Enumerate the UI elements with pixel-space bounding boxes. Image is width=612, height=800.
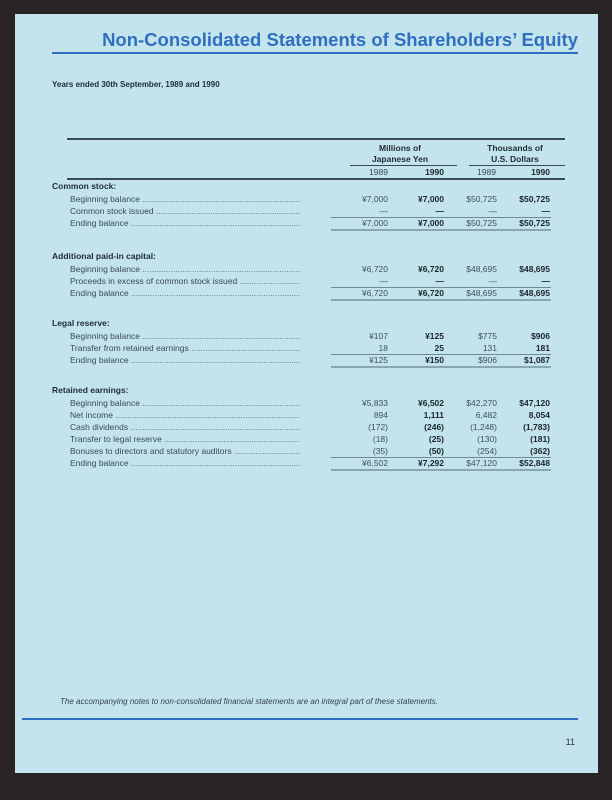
cell-value: 894 <box>373 410 388 420</box>
row-label-text: Transfer to legal reserve <box>70 434 162 444</box>
cell-value: — <box>379 206 388 216</box>
cell-value: ¥7,000 <box>418 194 444 204</box>
cell-value: ¥6,502 <box>418 398 444 408</box>
row-label-text: Transfer from retained earnings <box>70 343 189 353</box>
subtotal-rule <box>331 457 389 458</box>
subtotal-rule <box>493 217 551 218</box>
total-rule <box>493 469 551 471</box>
cell-value: (50) <box>428 446 444 456</box>
cell-value: — <box>435 276 444 286</box>
cell-value: — <box>541 206 550 216</box>
total-rule <box>493 299 551 301</box>
total-rule <box>387 469 445 471</box>
cell-value: 181 <box>535 343 550 353</box>
usd-column-header <box>465 143 565 164</box>
cell-value: ¥7,000 <box>418 218 444 228</box>
row-label-text: Ending balance <box>70 218 129 228</box>
cell-value: ¥150 <box>425 355 444 365</box>
cell-value: (35) <box>372 446 388 456</box>
total-rule <box>440 229 498 231</box>
row-label <box>70 331 300 343</box>
total-rule <box>493 366 551 368</box>
total-rule <box>387 229 445 231</box>
cell-value: (130) <box>477 434 497 444</box>
footnote: The accompanying notes to non-consolidated financial statements are an integral part of these statements. <box>60 697 438 706</box>
footer-rule <box>22 718 578 720</box>
cell-value: (1,783) <box>523 422 550 432</box>
cell-value: (1,248) <box>470 422 497 432</box>
usd-header-line-2: U.S. Dollars <box>491 153 539 164</box>
cell-value: $1,087 <box>524 355 550 365</box>
row-label <box>70 276 300 288</box>
row-label-text: Proceeds in excess of common stock issued <box>70 276 238 286</box>
row-label-text: Net income <box>70 410 113 420</box>
cell-value: 25 <box>434 343 444 353</box>
row-label-text: Beginning balance <box>70 194 140 204</box>
cell-value: (254) <box>477 446 497 456</box>
cell-value: ¥125 <box>425 331 444 341</box>
cell-value: ¥6,720 <box>418 264 444 274</box>
row-label-text: Beginning balance <box>70 331 140 341</box>
row-label-text: Common stock issued <box>70 206 154 216</box>
year-yen-1990: 1990 <box>425 167 444 177</box>
row-label <box>70 218 300 230</box>
cell-value: $775 <box>478 331 497 341</box>
cell-value: (172) <box>368 422 388 432</box>
cell-value: $50,725 <box>466 218 497 228</box>
total-rule <box>440 299 498 301</box>
page-title: Non-Consolidated Statements of Shareholders’ Equity <box>102 29 578 50</box>
total-rule <box>440 469 498 471</box>
section-heading: Retained earnings: <box>52 385 129 395</box>
total-rule <box>387 299 445 301</box>
table-top-rule <box>67 138 565 140</box>
row-label-text: Beginning balance <box>70 398 140 408</box>
cell-value: $47,120 <box>519 398 550 408</box>
usd-header-line-1: Thousands of <box>487 143 543 153</box>
total-rule <box>331 366 389 368</box>
row-label <box>70 264 300 276</box>
cell-value: — <box>488 276 497 286</box>
yen-header-rule <box>350 165 457 166</box>
row-label <box>70 194 300 206</box>
title-rule <box>52 52 578 54</box>
total-rule <box>331 299 389 301</box>
cell-value: 8,054 <box>528 410 550 420</box>
cell-value: ¥6,720 <box>418 288 444 298</box>
row-label <box>70 398 300 410</box>
row-label-text: Ending balance <box>70 288 129 298</box>
cell-value: $47,120 <box>466 458 497 468</box>
usd-header-rule <box>469 165 565 166</box>
cell-value: — <box>435 206 444 216</box>
row-label-text: Ending balance <box>70 458 129 468</box>
cell-value: 1,111 <box>423 410 444 420</box>
year-yen-1989: 1989 <box>369 167 388 177</box>
cell-value: ¥7,000 <box>362 194 388 204</box>
cell-value: 131 <box>482 343 497 353</box>
total-rule <box>440 366 498 368</box>
row-label-text: Beginning balance <box>70 264 140 274</box>
row-label-text: Ending balance <box>70 355 129 365</box>
cell-value: (25) <box>428 434 444 444</box>
cell-value: 6,482 <box>475 410 497 420</box>
row-label-text: Cash dividends <box>70 422 129 432</box>
cell-value: ¥107 <box>369 331 388 341</box>
yen-header-line-2: Japanese Yen <box>371 153 429 164</box>
cell-value: ¥6,502 <box>362 458 388 468</box>
year-usd-1990: 1990 <box>531 167 550 177</box>
subtotal-rule <box>331 287 389 288</box>
total-rule <box>331 469 389 471</box>
cell-value: — <box>488 206 497 216</box>
cell-value: $42,270 <box>466 398 497 408</box>
cell-value: $906 <box>478 355 497 365</box>
cell-value: ¥6,720 <box>362 264 388 274</box>
row-label <box>70 446 300 458</box>
page-number: 11 <box>565 737 575 747</box>
cell-value: $48,695 <box>466 288 497 298</box>
row-label <box>70 206 300 218</box>
cell-value: ¥7,292 <box>418 458 444 468</box>
total-rule <box>493 229 551 231</box>
cell-value: $52,848 <box>519 458 550 468</box>
year-usd-1989: 1989 <box>477 167 496 177</box>
subtotal-rule <box>493 354 551 355</box>
row-label <box>70 434 300 446</box>
cell-value: (246) <box>424 422 444 432</box>
row-label <box>70 288 300 300</box>
row-label <box>70 355 300 367</box>
cell-value: $48,695 <box>519 264 550 274</box>
section-heading: Legal reserve: <box>52 318 110 328</box>
total-rule <box>387 366 445 368</box>
cell-value: (181) <box>530 434 550 444</box>
cell-value: (362) <box>530 446 550 456</box>
cell-value: $906 <box>531 331 550 341</box>
cell-value: ¥7,000 <box>362 218 388 228</box>
section-heading: Additional paid-in capital: <box>52 251 156 261</box>
table-header-rule <box>67 178 565 180</box>
total-rule <box>331 229 389 231</box>
section-heading: Common stock: <box>52 181 117 191</box>
cell-value: ¥125 <box>369 355 388 365</box>
cell-value: ¥6,720 <box>362 288 388 298</box>
cell-value: 18 <box>378 343 388 353</box>
cell-value: $50,725 <box>466 194 497 204</box>
row-label <box>70 422 300 434</box>
cell-value: $48,695 <box>466 264 497 274</box>
subtotal-rule <box>331 354 389 355</box>
row-label <box>70 343 300 355</box>
subtotal-rule <box>331 217 389 218</box>
cell-value: $50,725 <box>519 218 550 228</box>
yen-column-header <box>345 143 455 164</box>
row-label <box>70 458 300 470</box>
cell-value: — <box>379 276 388 286</box>
yen-header-line-1: Millions of <box>378 143 422 153</box>
cell-value: $50,725 <box>519 194 550 204</box>
cell-value: ¥5,833 <box>362 398 388 408</box>
cell-value: — <box>541 276 550 286</box>
cell-value: $48,695 <box>519 288 550 298</box>
period-subtitle: Years ended 30th September, 1989 and 1990 <box>52 80 220 89</box>
subtotal-rule <box>493 457 551 458</box>
subtotal-rule <box>493 287 551 288</box>
row-label <box>70 410 300 422</box>
cell-value: (18) <box>372 434 388 444</box>
row-label-text: Bonuses to directors and statutory auditors <box>70 446 232 456</box>
